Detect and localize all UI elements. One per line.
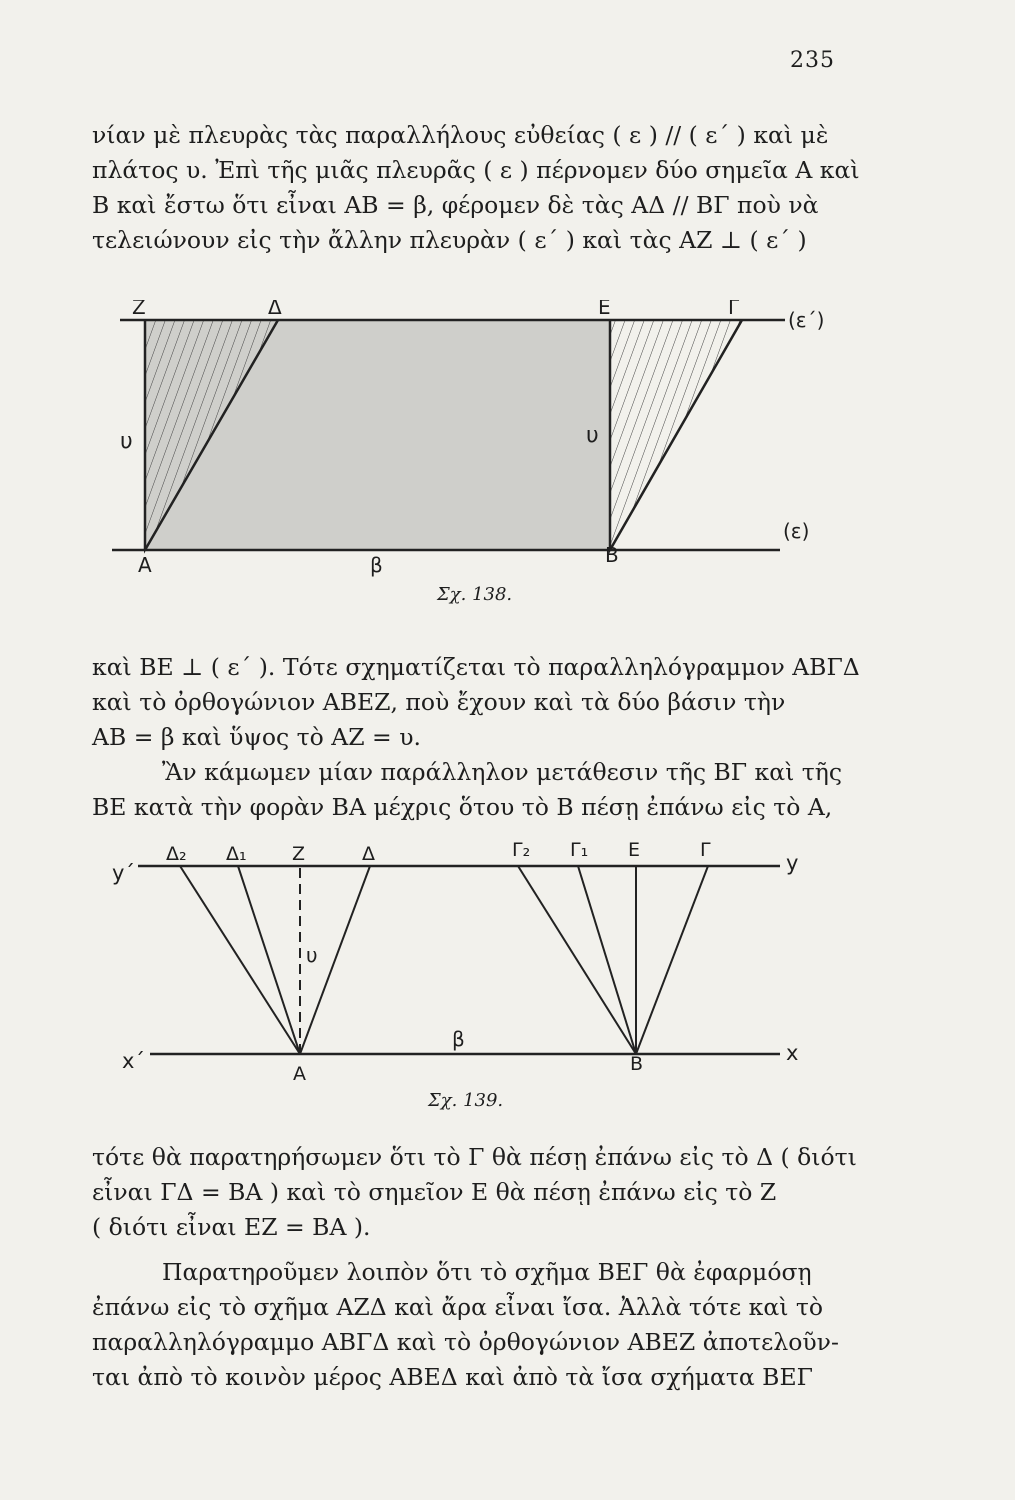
segment-A-D1 <box>238 866 300 1054</box>
label-E: E <box>628 839 641 861</box>
segment-B-G1 <box>578 866 636 1054</box>
text-line: Β καὶ ἔστω ὅτι εἶναι ΑΒ = β, φέρομεν δὲ τὰς ΑΔ // ΒΓ ποὺ νὰ <box>92 191 819 219</box>
paragraph-conclusion <box>92 1255 862 1395</box>
text-line: νίαν μὲ πλευρὰς τὰς παραλλήλους εὐθείας ( ε ) // ( ε΄ ) καὶ μὲ <box>92 121 829 149</box>
label-u-right: υ <box>586 423 599 448</box>
paragraph-intro <box>92 118 862 258</box>
paragraph-coincide <box>92 1140 862 1245</box>
text-line: τότε θὰ παρατηρήσωμεν ὅτι τὸ Γ θὰ πέσῃ ἐπάνω εἰς τὸ Δ ( διότι <box>92 1143 857 1171</box>
label-B: B <box>605 543 619 567</box>
figure-138-caption: Σχ. 138. <box>437 584 513 605</box>
label-G: Γ <box>700 839 711 861</box>
label-y-prime: y΄ <box>112 861 135 885</box>
label-G: Γ <box>728 300 740 319</box>
text-line: ται ἀπὸ τὸ κοινὸν μέρος ΑΒΕΔ καὶ ἀπὸ τὰ ἴσα σχήματα ΒΕΓ <box>92 1363 813 1391</box>
label-G2: Γ₂ <box>512 839 531 861</box>
label-A: A <box>293 1063 306 1085</box>
text-line: Παρατηροῦμεν λοιπὸν ὅτι τὸ σχῆμα ΒΕΓ θὰ ἐφαρμόσῃ <box>162 1258 812 1286</box>
paragraph-translation <box>92 755 862 825</box>
label-beta: β <box>370 553 383 577</box>
label-G1: Γ₁ <box>570 839 589 861</box>
label-beta: β <box>452 1027 465 1051</box>
label-E: E <box>598 300 611 319</box>
text-line: τελειώνουν εἰς τὴν ἄλλην πλευρὰν ( ε΄ ) καὶ τὰς ΑΖ ⊥ ( ε΄ ) <box>92 226 807 254</box>
figure-138 <box>0 300 1015 600</box>
label-D2: Δ₂ <box>166 843 187 865</box>
label-D: Δ <box>362 843 375 865</box>
text-line: πλάτος υ. Ἐπὶ τῆς μιᾶς πλευρᾶς ( ε ) πέρνομεν δύο σημεῖα Α καὶ <box>92 156 860 184</box>
segment-B-G2 <box>518 866 636 1054</box>
text-line: καὶ ΒΕ ⊥ ( ε΄ ). Τότε σχηματίζεται τὸ παραλληλόγραμμον ΑΒΓΔ <box>92 653 860 681</box>
label-B: B <box>630 1053 644 1075</box>
label-eps: (ε) <box>783 519 810 543</box>
paragraph-definition <box>92 650 862 755</box>
label-y: y <box>786 851 799 875</box>
label-x-prime: x΄ <box>122 1049 145 1073</box>
segment-B-G <box>636 866 708 1054</box>
label-x: x <box>786 1041 799 1065</box>
segment-A-D2 <box>180 866 300 1054</box>
figure-139-caption: Σχ. 139. <box>428 1090 504 1111</box>
figure-139 <box>0 832 1015 1092</box>
text-line: εἶναι ΓΔ = ΒΑ ) καὶ τὸ σημεῖον Ε θὰ πέσῃ ἐπάνω εἰς τὸ Ζ <box>92 1178 777 1206</box>
label-u-left: υ <box>120 429 133 454</box>
text-line: Ἂν κάμωμεν μίαν παράλληλον μετάθεσιν τῆς ΒΓ καὶ τῆς <box>162 758 843 786</box>
label-eps-prime: (ε΄) <box>788 308 825 332</box>
text-line: ΒΕ κατὰ τὴν φορὰν ΒΑ μέχρις ὅτου τὸ Β πέσῃ ἐπάνω εἰς τὸ Α, <box>92 793 833 821</box>
text-line: καὶ τὸ ὀρθογώνιον ΑΒΕΖ, ποὺ ἔχουν καὶ τὰ δύο βάσιν τὴν <box>92 688 786 716</box>
page-number: 235 <box>790 48 835 73</box>
text-line: ἐπάνω εἰς τὸ σχῆμα ΑΖΔ καὶ ἄρα εἶναι ἴσα. Ἀλλὰ τότε καὶ τὸ <box>92 1293 824 1321</box>
label-D: Δ <box>268 300 282 319</box>
label-Z: Z <box>292 843 306 865</box>
text-line: ΑΒ = β καὶ ὕψος τὸ ΑΖ = υ. <box>92 723 421 751</box>
label-u: υ <box>306 943 318 967</box>
text-line: παραλληλόγραμμο ΑΒΓΔ καὶ τὸ ὀρθογώνιον ΑΒΕΖ ἀποτελοῦν- <box>92 1328 839 1356</box>
text-line: ( διότι εἶναι ΕΖ = ΒΑ ). <box>92 1213 371 1241</box>
label-A: A <box>138 553 152 577</box>
label-Z: Z <box>132 300 146 319</box>
label-D1: Δ₁ <box>226 843 247 865</box>
